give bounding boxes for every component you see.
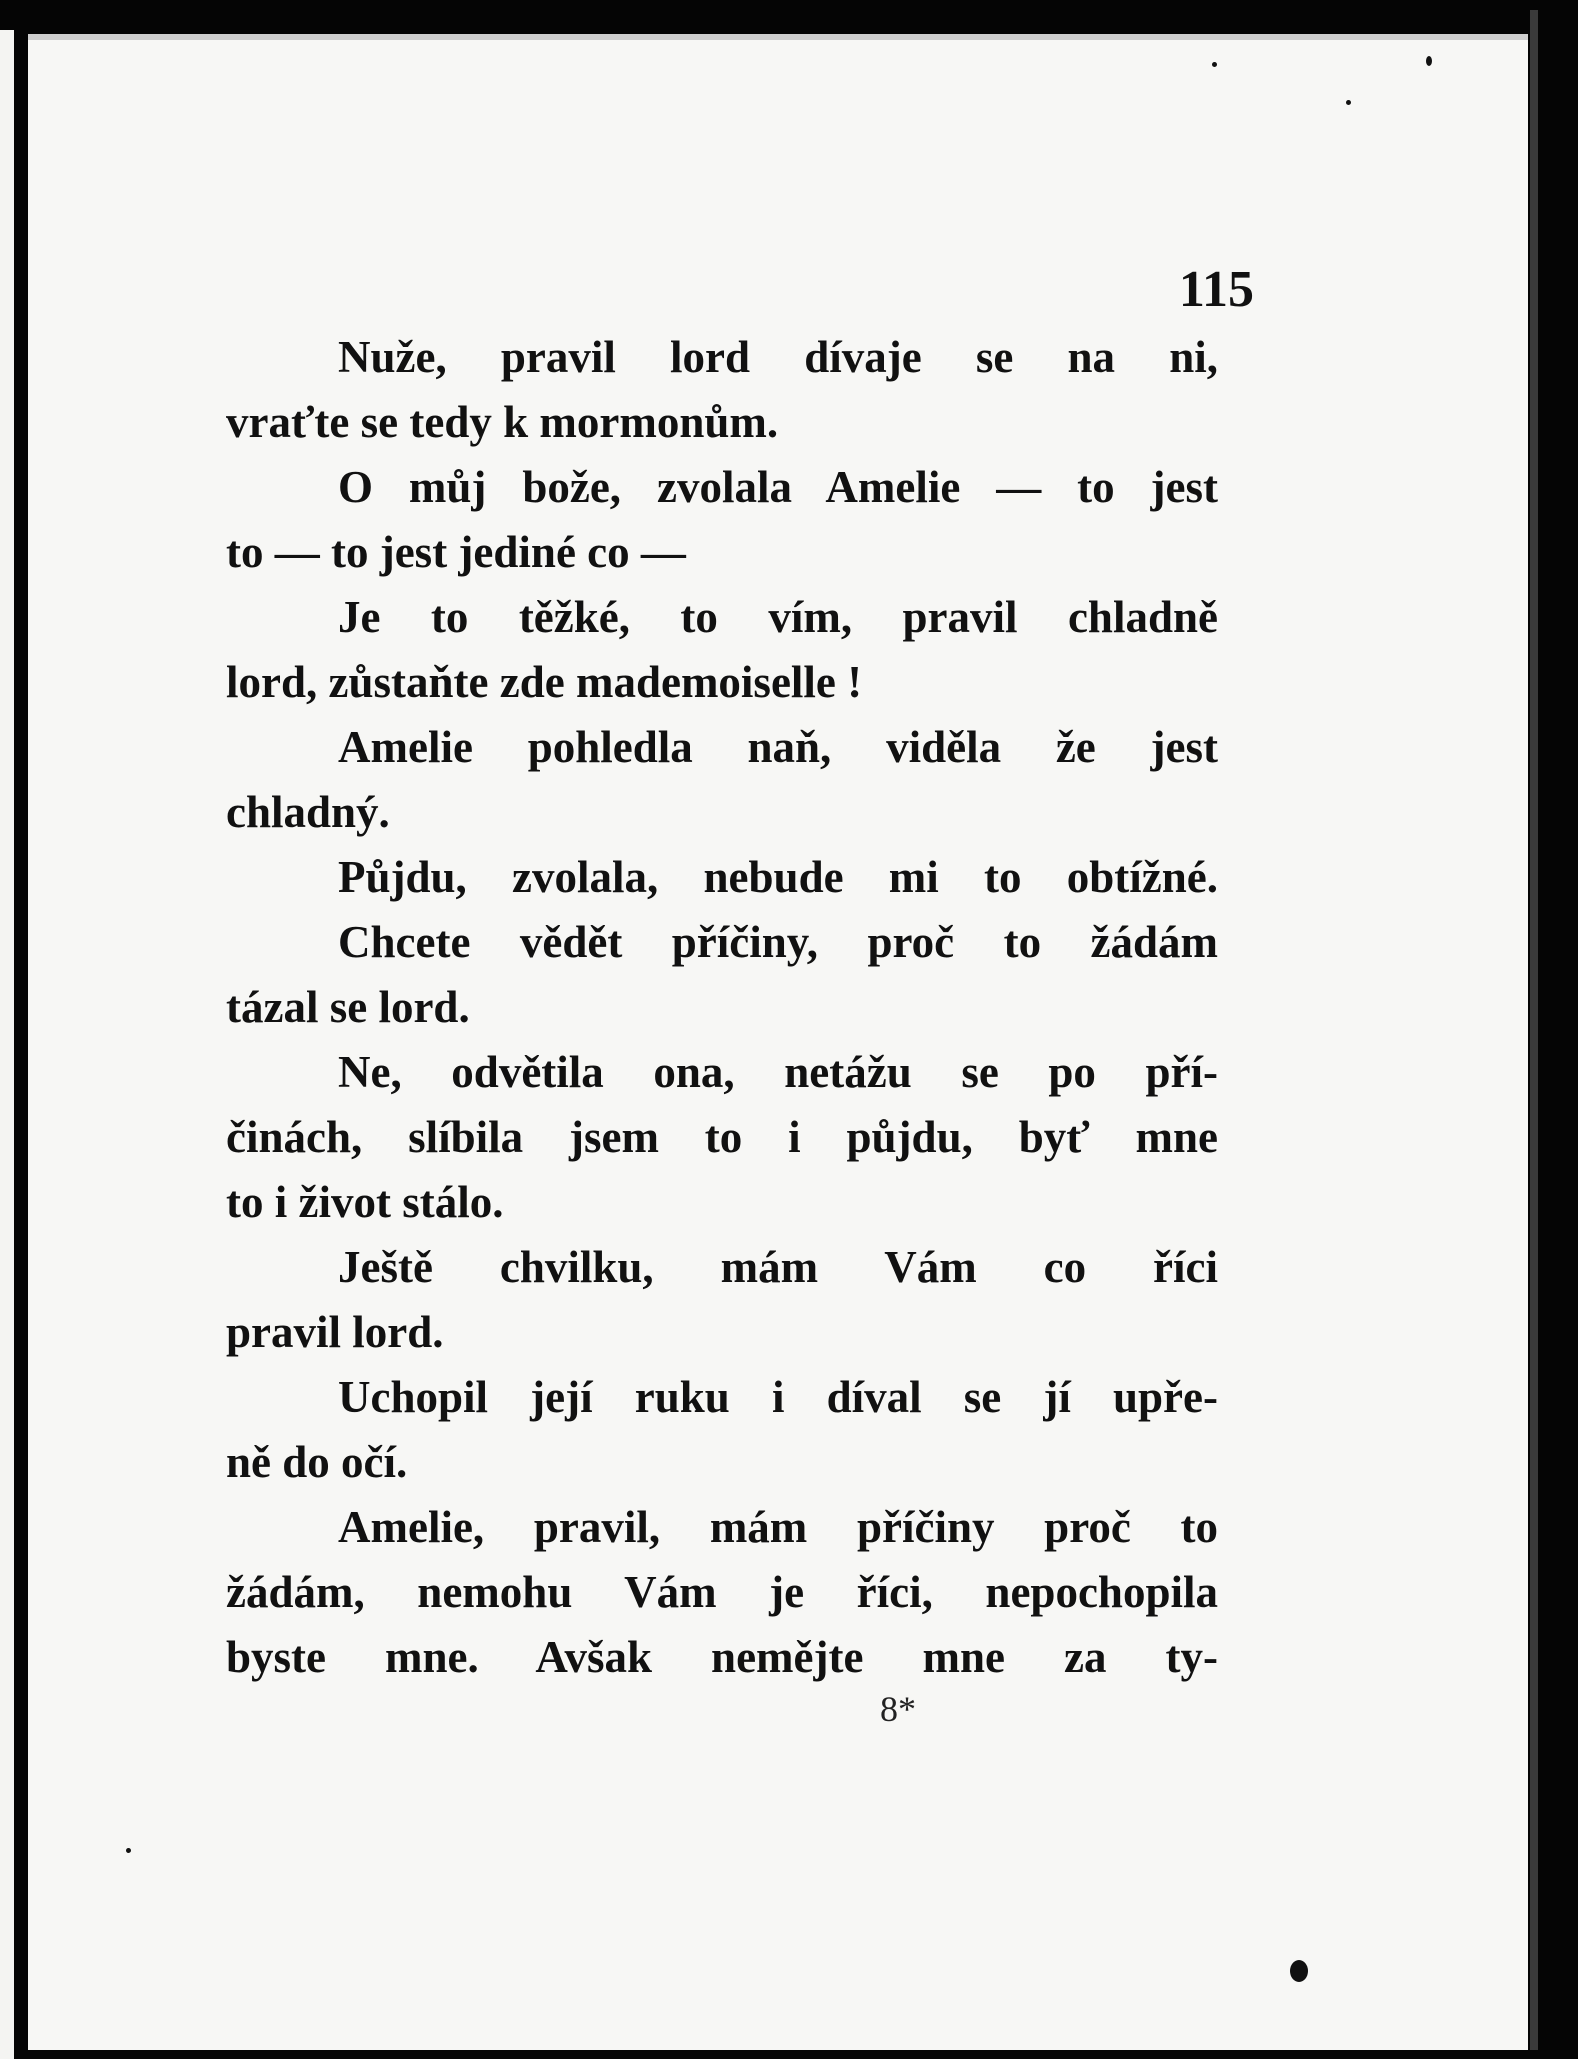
dust-speck — [1290, 1960, 1308, 1982]
text-line: Amelie pohledla naň, viděla že jest — [338, 722, 1218, 772]
text-line: Ne, odvětila ona, netážu se po pří- — [338, 1047, 1218, 1097]
text-line: tázal se lord. — [226, 982, 470, 1032]
text-line: Amelie, pravil, mám příčiny proč to — [338, 1502, 1218, 1552]
text-line: Půjdu, zvolala, nebude mi to obtížné. — [338, 852, 1218, 902]
text-line: Nuže, pravil lord dívaje se na ni, — [338, 332, 1218, 382]
dust-speck — [1346, 100, 1351, 105]
page-number: 115 — [1178, 261, 1254, 318]
text-line: to — to jest jediné co — — [226, 527, 686, 577]
text-line: vraťte se tedy k mormonům. — [226, 397, 779, 447]
text-line: O můj bože, zvolala Amelie — to jest — [338, 462, 1218, 512]
text-line: Chcete vědět příčiny, proč to žádám — [338, 917, 1218, 967]
text-line: Je to těžké, to vím, pravil chladně — [338, 592, 1218, 642]
dust-speck — [1426, 56, 1432, 66]
text-line: Ještě chvilku, mám Vám co říci — [338, 1242, 1218, 1292]
dust-speck — [126, 1848, 131, 1853]
text-line: ně do očí. — [226, 1437, 408, 1487]
text-line: chladný. — [226, 787, 390, 837]
text-line: byste mne. Avšak nemějte mne za ty- — [226, 1632, 1218, 1682]
text-line: Uchopil její ruku i díval se jí upře- — [338, 1372, 1218, 1422]
text-line: pravil lord. — [226, 1307, 444, 1357]
printer-signature-mark: 8* — [880, 1689, 916, 1729]
page-edge-shadow — [1530, 10, 1538, 2050]
dust-speck — [1212, 62, 1217, 67]
text-line: lord, zůstaňte zde mademoiselle ! — [226, 657, 863, 707]
previous-page-edge — [0, 30, 14, 2059]
text-line: činách, slíbila jsem to i půjdu, byť mne — [226, 1112, 1218, 1162]
body-text — [226, 325, 1218, 1690]
text-line: to i život stálo. — [226, 1177, 504, 1227]
text-line: žádám, nemohu Vám je říci, nepochopila — [226, 1567, 1218, 1617]
